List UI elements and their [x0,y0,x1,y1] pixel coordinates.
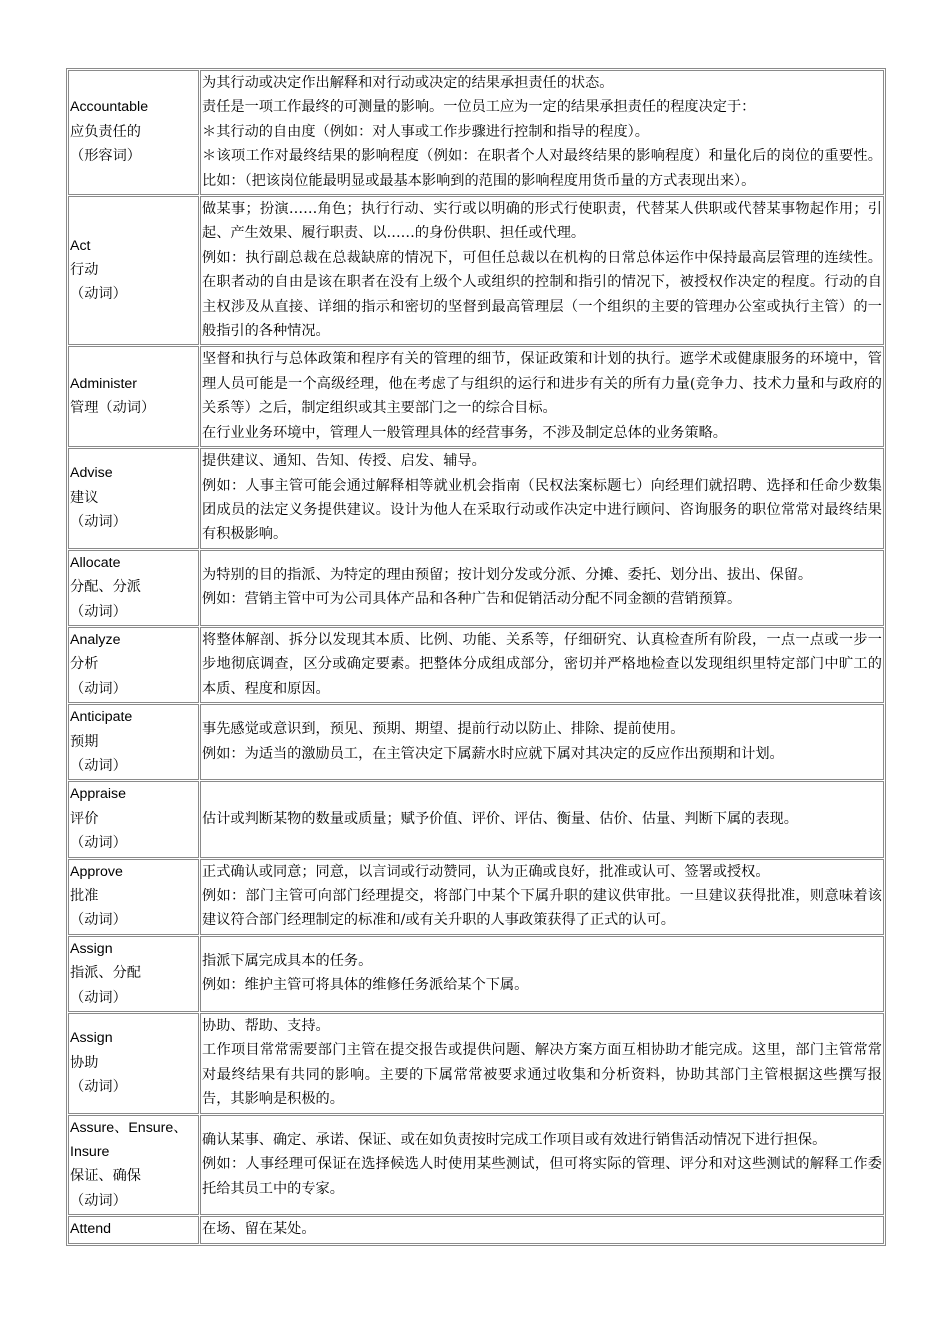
definition-paragraph: 例如：人事主管可能会通过解释相等就业机会指南（民权法案标题七）向经理们就招聘、选择和任命少数集团成员的法定义务提供建议。设计为他人在采取行动或作决定中进行顾问、咨询服务的职位常常对最终结果有积极影响。 [202,477,882,543]
definition-paragraph: 例如：营销主管中可为公司具体产品和各种广告和促销活动分配不同金额的营销预算。 [202,591,742,608]
term-line: （动词） [70,680,127,697]
definition-cell [200,704,884,780]
definition-paragraph: 为特别的目的指派、为特定的理由预留；按计划分发或分派、分摊、委托、划分出、拔出、保留。 [202,566,813,583]
term-cell [68,859,199,935]
glossary-table-body [68,70,884,1244]
definition-paragraph: 例如：部门主管可向部门经理提交，将部门中某个下属升职的建议供审批。一旦建议获得批准，则意味着该建议符合部门经理制定的标准和/或有关升职的人事政策获得了正式的认可。 [202,888,882,929]
term-english: Assure、Ensure、 [70,1119,188,1136]
term-line: 应负责任的 [70,123,141,140]
term-line: （动词） [70,603,127,620]
term-english: Appraise [70,786,126,803]
term-english: Advise [70,465,113,482]
definition-paragraph: 提供建议、通知、告知、传授、启发、辅导。 [202,453,486,470]
term-line: （动词） [70,757,127,774]
definition-paragraph: 例如：为适当的激励员工，在主管决定下属薪水时应就下属对其决定的反应作出预期和计划。 [202,745,784,762]
definition-cell [200,1013,884,1114]
term-line: 分配、分派 [70,579,141,596]
term-line: 保证、确保 [70,1168,141,1185]
term-english: Approve [70,863,123,880]
definition-paragraph: 协助、帮助、支持。 [202,1018,330,1035]
definition-cell [200,781,884,857]
term-cell [68,704,199,780]
term-line: （动词） [70,286,127,303]
definition-cell [200,550,884,626]
term-cell [68,346,199,447]
term-english: Administer [70,375,138,392]
term-cell [68,550,199,626]
term-line: 行动 [70,262,99,279]
definition-paragraph: ＊其行动的自由度（例如：对人事或工作步骤进行控制和指导的程度）。 [202,123,649,140]
definition-paragraph: 为其行动或决定作出解释和对行动或决定的结果承担责任的状态。 [202,75,614,91]
term-line: （动词） [70,835,127,852]
term-english: Allocate [70,554,121,571]
term-english: Accountable [70,99,149,116]
definition-paragraph: 在行业业务环境中，管理人一般管理具体的经营事务，不涉及制定总体的业务策略。 [202,424,727,441]
glossary-row [68,1115,884,1216]
term-line: 指派、分配 [70,965,141,982]
term-cell [68,627,199,703]
definition-paragraph: ＊该项工作对最终结果的影响程度（例如：在职者个人对最终结果的影响程度）和量化后的岗位的重要性。比如：（把该岗位能最明显或最基本影响到的范围的影响程度用货币量的方式表现出来）。 [202,148,882,189]
glossary-row [68,627,884,703]
glossary-row [68,1216,884,1243]
definition-paragraph: 坚督和执行与总体政策和程序有关的管理的细节，保证政策和计划的执行。遮学术或健康服务的环境中，管理人员可能是一个高级经理，他在考虑了与组织的运行和进步有关的所有力量(竞争力、技术力量和与政府的关系等）之后，制定组织或其主要部门之一的综合目标。 [202,351,882,417]
term-line: 建议 [70,489,99,506]
term-cell [68,1115,199,1216]
glossary-row [68,1013,884,1114]
definition-paragraph: 指派下属完成具本的任务。 [202,953,373,970]
term-cell [68,196,199,345]
definition-paragraph: 例如：人事经理可保证在选择候选人时使用某些测试，但可将实际的管理、评分和对这些测试的解释工作委托给其员工中的专家。 [202,1156,882,1197]
definition-cell [200,1115,884,1216]
glossary-row [68,781,884,857]
term-english: Anticipate [70,709,133,726]
definition-cell [200,70,884,195]
definition-cell [200,196,884,345]
term-english: Assign [70,940,113,957]
definition-paragraph: 例如：维护主管可将具体的维修任务派给某个下属。 [202,977,529,994]
term-line: （动词） [70,989,127,1006]
glossary-row [68,448,884,549]
glossary-row [68,196,884,345]
term-line: （形容词） [70,148,141,165]
term-cell [68,936,199,1012]
definition-paragraph: 正式确认或同意；同意，以言词或行动赞同，认为正确或良好，批准或认可、签署或授权。 [202,863,770,880]
glossary-row [68,550,884,626]
definition-cell [200,346,884,447]
term-english: Attend [70,1221,112,1238]
glossary-page [66,68,886,1246]
definition-paragraph: 例如：执行副总裁在总裁缺席的情况下，可但任总裁以在机构的日常总体运作中保持最高层管理的连续性。在职者动的自由是该在职者在没有上级个人或组织的控制和指引的情况下，被授权作决定的程度。行动的自主权涉及从直接、详细的指示和密切的坚督到最高管理层（一个组织的主要的管理办公室或执行主管）的一般指引的各种情况。 [202,249,882,340]
definition-paragraph: 在场、留在某处。 [202,1221,316,1238]
term-line: （动词） [70,912,127,929]
term-line: 预期 [70,733,99,750]
term-line: 评价 [70,810,99,827]
definition-paragraph: 责任是一项工作最终的可测量的影响。一位员工应为一定的结果承担责任的程度决定于： [202,99,756,116]
term-english: Act [70,237,91,254]
definition-cell [200,859,884,935]
term-line: （动词） [70,1079,127,1096]
term-line: 管理（动词） [70,400,156,417]
definition-cell [200,448,884,549]
term-english: Analyze [70,631,121,648]
definition-paragraph: 估计或判断某物的数量或质量；赋予价值、评价、评估、衡量、估价、估量、判断下属的表现。 [202,810,798,827]
glossary-row [68,70,884,195]
glossary-table [66,68,886,1246]
term-line: 批准 [70,888,99,904]
definition-cell [200,1216,884,1243]
term-english: Assign [70,1030,113,1047]
term-line: 协助 [70,1054,99,1071]
glossary-row [68,704,884,780]
term-cell [68,70,199,195]
term-line: （动词） [70,1192,127,1209]
term-cell [68,781,199,857]
term-cell [68,1216,199,1243]
term-line: Insure [70,1144,110,1161]
glossary-row [68,859,884,935]
definition-paragraph: 确认某事、确定、承诺、保证、或在如负责按时完成工作项目或有效进行销售活动情况下进行担保。 [202,1131,827,1148]
term-cell [68,1013,199,1114]
glossary-row [68,936,884,1012]
glossary-row [68,346,884,447]
term-line: （动词） [70,514,127,531]
term-line: 分析 [70,656,99,673]
definition-paragraph: 事先感觉或意识到，预见、预期、期望、提前行动以防止、排除、提前使用。 [202,721,685,738]
definition-cell [200,627,884,703]
definition-paragraph: 做某事；扮演……角色；执行行动、实行或以明确的形式行使职责，代替某人供职或代替某事物起作用；引起、产生效果、履行职责、以……的身份供职、担任或代理。 [202,201,882,242]
term-cell [68,448,199,549]
definition-cell [200,936,884,1012]
definition-paragraph: 工作项目常常需要部门主管在提交报告或提供问题、解决方案方面互相协助才能完成。这里，部门主管常常对最终结果有共同的影响。主要的下属常常被要求通过收集和分析资料，协助其部门主管根据这些撰写报告，其影响是积极的。 [202,1042,882,1108]
definition-paragraph: 将整体解剖、拆分以发现其本质、比例、功能、关系等，仔细研究、认真检查所有阶段，一点一点或一步一步地彻底调查，区分或确定要素。把整体分成组成部分，密切并严格地检查以发现组织里特定部门中旷工的本质、程度和原因。 [202,631,882,697]
